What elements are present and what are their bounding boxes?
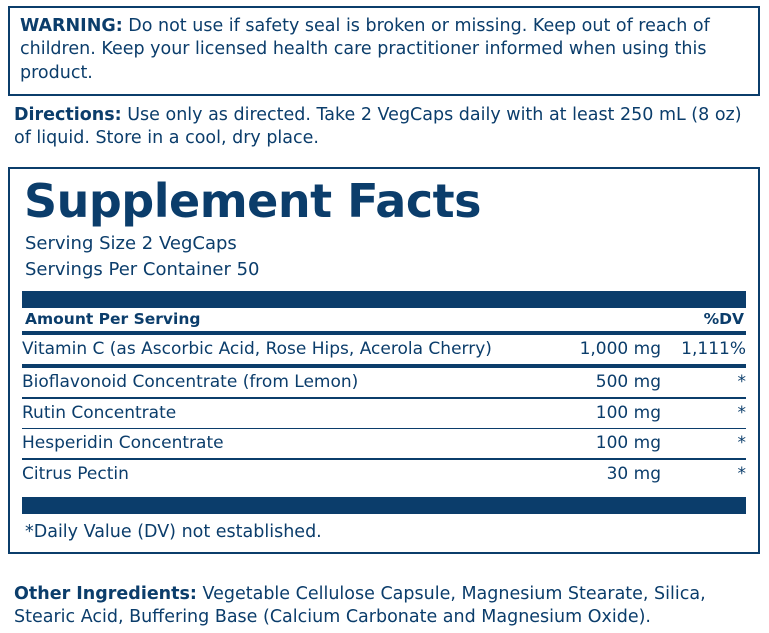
- nutrient-dv: *: [737, 433, 746, 454]
- supplement-facts-title: Supplement Facts: [24, 174, 481, 228]
- percent-dv-label: %DV: [703, 310, 744, 329]
- directions-label: Directions:: [14, 105, 122, 125]
- other-ingredients-body: Vegetable Cellulose Capsule, Magnesium Stearate, Silica, Stearic Acid, Buffering Base (Calcium Carbonate and Magnesium Oxide).: [14, 584, 706, 628]
- warning-label: WARNING:: [20, 16, 123, 36]
- nutrient-amount: 100 mg: [595, 402, 661, 423]
- nutrient-amount: 100 mg: [595, 433, 661, 454]
- table-row: [22, 429, 746, 458]
- warning-box: [8, 6, 760, 96]
- table-row: [22, 399, 746, 428]
- nutrient-amount: 1,000 mg: [579, 339, 661, 360]
- footer-bar: [22, 497, 746, 514]
- table-row: [22, 368, 746, 397]
- nutrient-dv: *: [737, 463, 746, 484]
- nutrient-amount: 30 mg: [606, 463, 661, 484]
- amount-per-serving-header: [22, 308, 746, 331]
- nutrient-name: Citrus Pectin: [22, 463, 129, 484]
- warning-body: Do not use if safety seal is broken or missing. Keep out of reach of children. Keep your licensed health care practitioner informed when using this product.: [20, 16, 710, 83]
- other-ingredients-text: [14, 583, 758, 630]
- amount-per-serving-label: Amount Per Serving: [25, 310, 201, 329]
- nutrition-table: [22, 335, 746, 489]
- nutrient-name: Vitamin C (as Ascorbic Acid, Rose Hips, Acerola Cherry): [22, 339, 492, 360]
- directions-text: [14, 104, 756, 151]
- table-row: [22, 460, 746, 489]
- nutrient-name: Bioflavonoid Concentrate (from Lemon): [22, 372, 359, 393]
- serving-size: Serving Size 2 VegCaps: [25, 233, 237, 255]
- directions-body: Use only as directed. Take 2 VegCaps daily with at least 250 mL (8 oz) of liquid. Store in a cool, dry place.: [14, 105, 742, 149]
- nutrient-dv: *: [737, 402, 746, 423]
- table-row: [22, 335, 746, 364]
- nutrient-dv: *: [737, 372, 746, 393]
- nutrient-name: Rutin Concentrate: [22, 402, 177, 423]
- servings-per-container: Servings Per Container 50: [25, 259, 260, 281]
- daily-value-footnote: *Daily Value (DV) not established.: [25, 521, 322, 542]
- header-bar-top: [22, 291, 746, 308]
- supplement-facts-box: [8, 167, 760, 554]
- nutrient-amount: 500 mg: [595, 372, 661, 393]
- nutrient-name: Hesperidin Concentrate: [22, 433, 224, 454]
- nutrient-dv: 1,111%: [681, 339, 746, 360]
- warning-text: [20, 15, 748, 85]
- other-ingredients-label: Other Ingredients:: [14, 584, 197, 604]
